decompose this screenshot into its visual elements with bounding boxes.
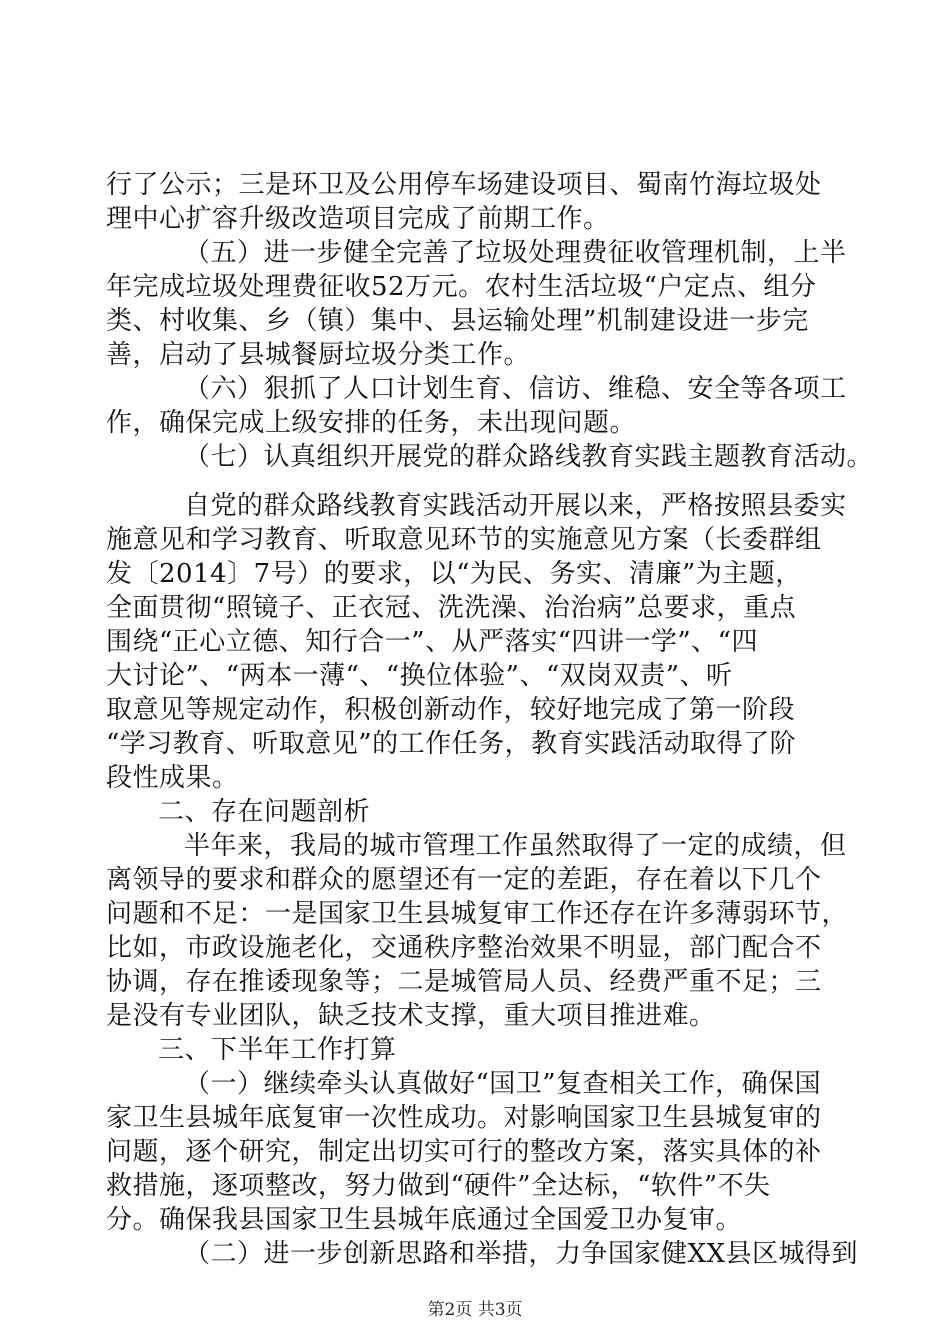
text-line: （一）继续牵头认真做好“国卫”复查相关工作，确保国 (184, 1069, 822, 1099)
section-heading: 三、下半年工作打算 (158, 1035, 397, 1065)
text-line: （七）认真组织开展党的群众路线教育实践主题教育活动。 (184, 442, 874, 472)
text-line: 是没有专业团队，缺乏技术支撑，重大项目推进难。 (106, 1001, 716, 1031)
text-line: 自党的群众路线教育实践活动开展以来，严格按照县委实 (184, 491, 847, 521)
text-line: 比如，市政设施老化，交通秩序整治效果不明显，部门配合不 (106, 933, 822, 963)
text-line: 围绕“正心立德、知行合一”、从严落实“四讲一学”、“四 (106, 627, 758, 657)
text-line: 作，确保完成上级安排的任务，未出现问题。 (106, 408, 637, 438)
text-line: （二）进一步创新思路和举措，力争国家健XX县区城得到 (184, 1239, 859, 1269)
text-line: 类、村收集、乡（镇）集中、县运输处理”机制建设进一步完 (106, 306, 809, 336)
text-line: 分。确保我县国家卫生县城年底通过全国爱卫办复审。 (106, 1205, 743, 1235)
text-line: 行了公示；三是环卫及公用停车场建设项目、蜀南竹海垃圾处 (106, 170, 822, 200)
section-heading: 二、存在问题剖析 (158, 797, 371, 827)
text-line: 家卫生县城年底复审一次性成功。对影响国家卫生县城复审的 (106, 1103, 822, 1133)
text-line: 大讨论”、“两本一薄“、“换位体验”、“双岗双责”、听 (106, 661, 733, 691)
text-line: “学习教育、听取意见”的工作任务，教育实践活动取得了阶 (106, 729, 797, 759)
text-line: 救措施，逐项整改，努力做到“硬件”全达标，“软件”不失 (106, 1171, 771, 1201)
text-line: （六）狠抓了人口计划生育、信访、维稳、安全等各项工 (184, 374, 847, 404)
page-footer: 第2页 共3页 (427, 1300, 523, 1320)
text-line: 全面贯彻“照镜子、正衣冠、洗洗澡、治治病”总要求，重点 (106, 593, 797, 623)
text-line: 发〔2014〕7号）的要求，以“为民、务实、清廉”为主题， (106, 559, 802, 589)
text-line: 问题，逐个研究，制定出切实可行的整改方案，落实具体的补 (106, 1137, 822, 1167)
text-line: 协调，存在推诿现象等；二是城管局人员、经费严重不足；三 (106, 967, 822, 997)
text-line: 施意见和学习教育、听取意见环节的实施意见方案（长委群组 (106, 525, 822, 555)
text-line: 善，启动了县城餐厨垃圾分类工作。 (106, 340, 531, 370)
text-line: 理中心扩容升级改造项目完成了前期工作。 (106, 204, 610, 234)
text-line: 问题和不足：一是国家卫生县城复审工作还存在许多薄弱环节， (106, 899, 849, 929)
text-line: 年完成垃圾处理费征收52万元。农村生活垃圾“户定点、组分 (106, 272, 817, 302)
text-line: 段性成果。 (106, 763, 239, 793)
text-line: 取意见等规定动作，积极创新动作，较好地完成了第一阶段 (106, 695, 796, 725)
text-line: 半年来，我局的城市管理工作虽然取得了一定的成绩，但 (184, 831, 847, 861)
text-line: （五）进一步健全完善了垃圾处理费征收管理机制，上半 (184, 238, 847, 268)
text-line: 离领导的要求和群众的愿望还有一定的差距，存在着以下几个 (106, 865, 822, 895)
